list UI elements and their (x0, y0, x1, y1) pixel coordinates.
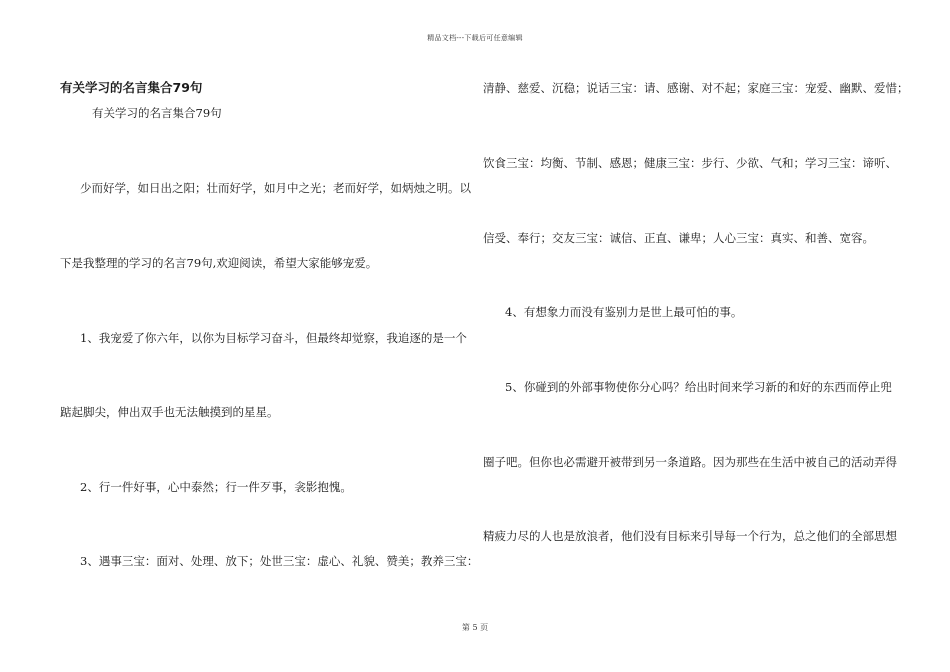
quote-2-line-1: 2、行一件好事，心中泰然；行一件歹事，衾影抱愧。 (80, 480, 352, 494)
quote-5-line-2: 圈子吧。但你也必需避开被带到另一条道路。因为那些在生活中被自己的活动弄得 (483, 455, 897, 469)
document-title: 有关学习的名言集合79句 (60, 80, 203, 95)
quote-3-line-1: 3、遇事三宝：面对、处理、放下；处世三宝：虚心、礼貌、赞美；教养三宝： (80, 554, 479, 568)
intro-paragraph-line-2: 下是我整理的学习的名言79句,欢迎阅读，希望大家能够宠爱。 (60, 256, 378, 270)
quote-3-line-3: 饮食三宝：均衡、节制、感恩；健康三宝：步行、少欲、气和；学习三宝：谛听、 (483, 156, 897, 170)
quote-5-line-3: 精疲力尽的人也是放浪者，他们没有目标来引导每一个行为，总之他们的全部思想 (483, 529, 897, 543)
intro-paragraph-line-1: 少而好学，如日出之阳；壮而好学，如月中之光；老而好学，如炳烛之明。以 (80, 181, 471, 195)
quote-1-line-2: 踮起脚尖，伸出双手也无法触摸到的星星。 (60, 405, 279, 419)
quote-4-line-1: 4、有想象力而没有鉴别力是世上最可怕的事。 (505, 305, 743, 319)
header-note: 精品文档---下载后可任意编辑 (427, 34, 523, 42)
quote-5-line-1: 5、你碰到的外部事物使你分心吗？给出时间来学习新的和好的东西而停止兜 (505, 380, 892, 394)
page-number: 第 5 页 (461, 623, 489, 632)
quote-3-line-4: 信受、奉行；交友三宝：诚信、正直、谦卑；人心三宝：真实、和善、宽容。 (483, 231, 874, 245)
quote-3-line-2: 清静、慈爱、沉稳；说话三宝：请、感谢、对不起；家庭三宝：宠爱、幽默、爱惜； (483, 81, 909, 95)
quote-1-line-1: 1、我宠爱了你六年，以你为目标学习奋斗，但最终却觉察，我追逐的是一个 (80, 331, 467, 345)
document-subtitle: 有关学习的名言集合79句 (92, 106, 222, 120)
